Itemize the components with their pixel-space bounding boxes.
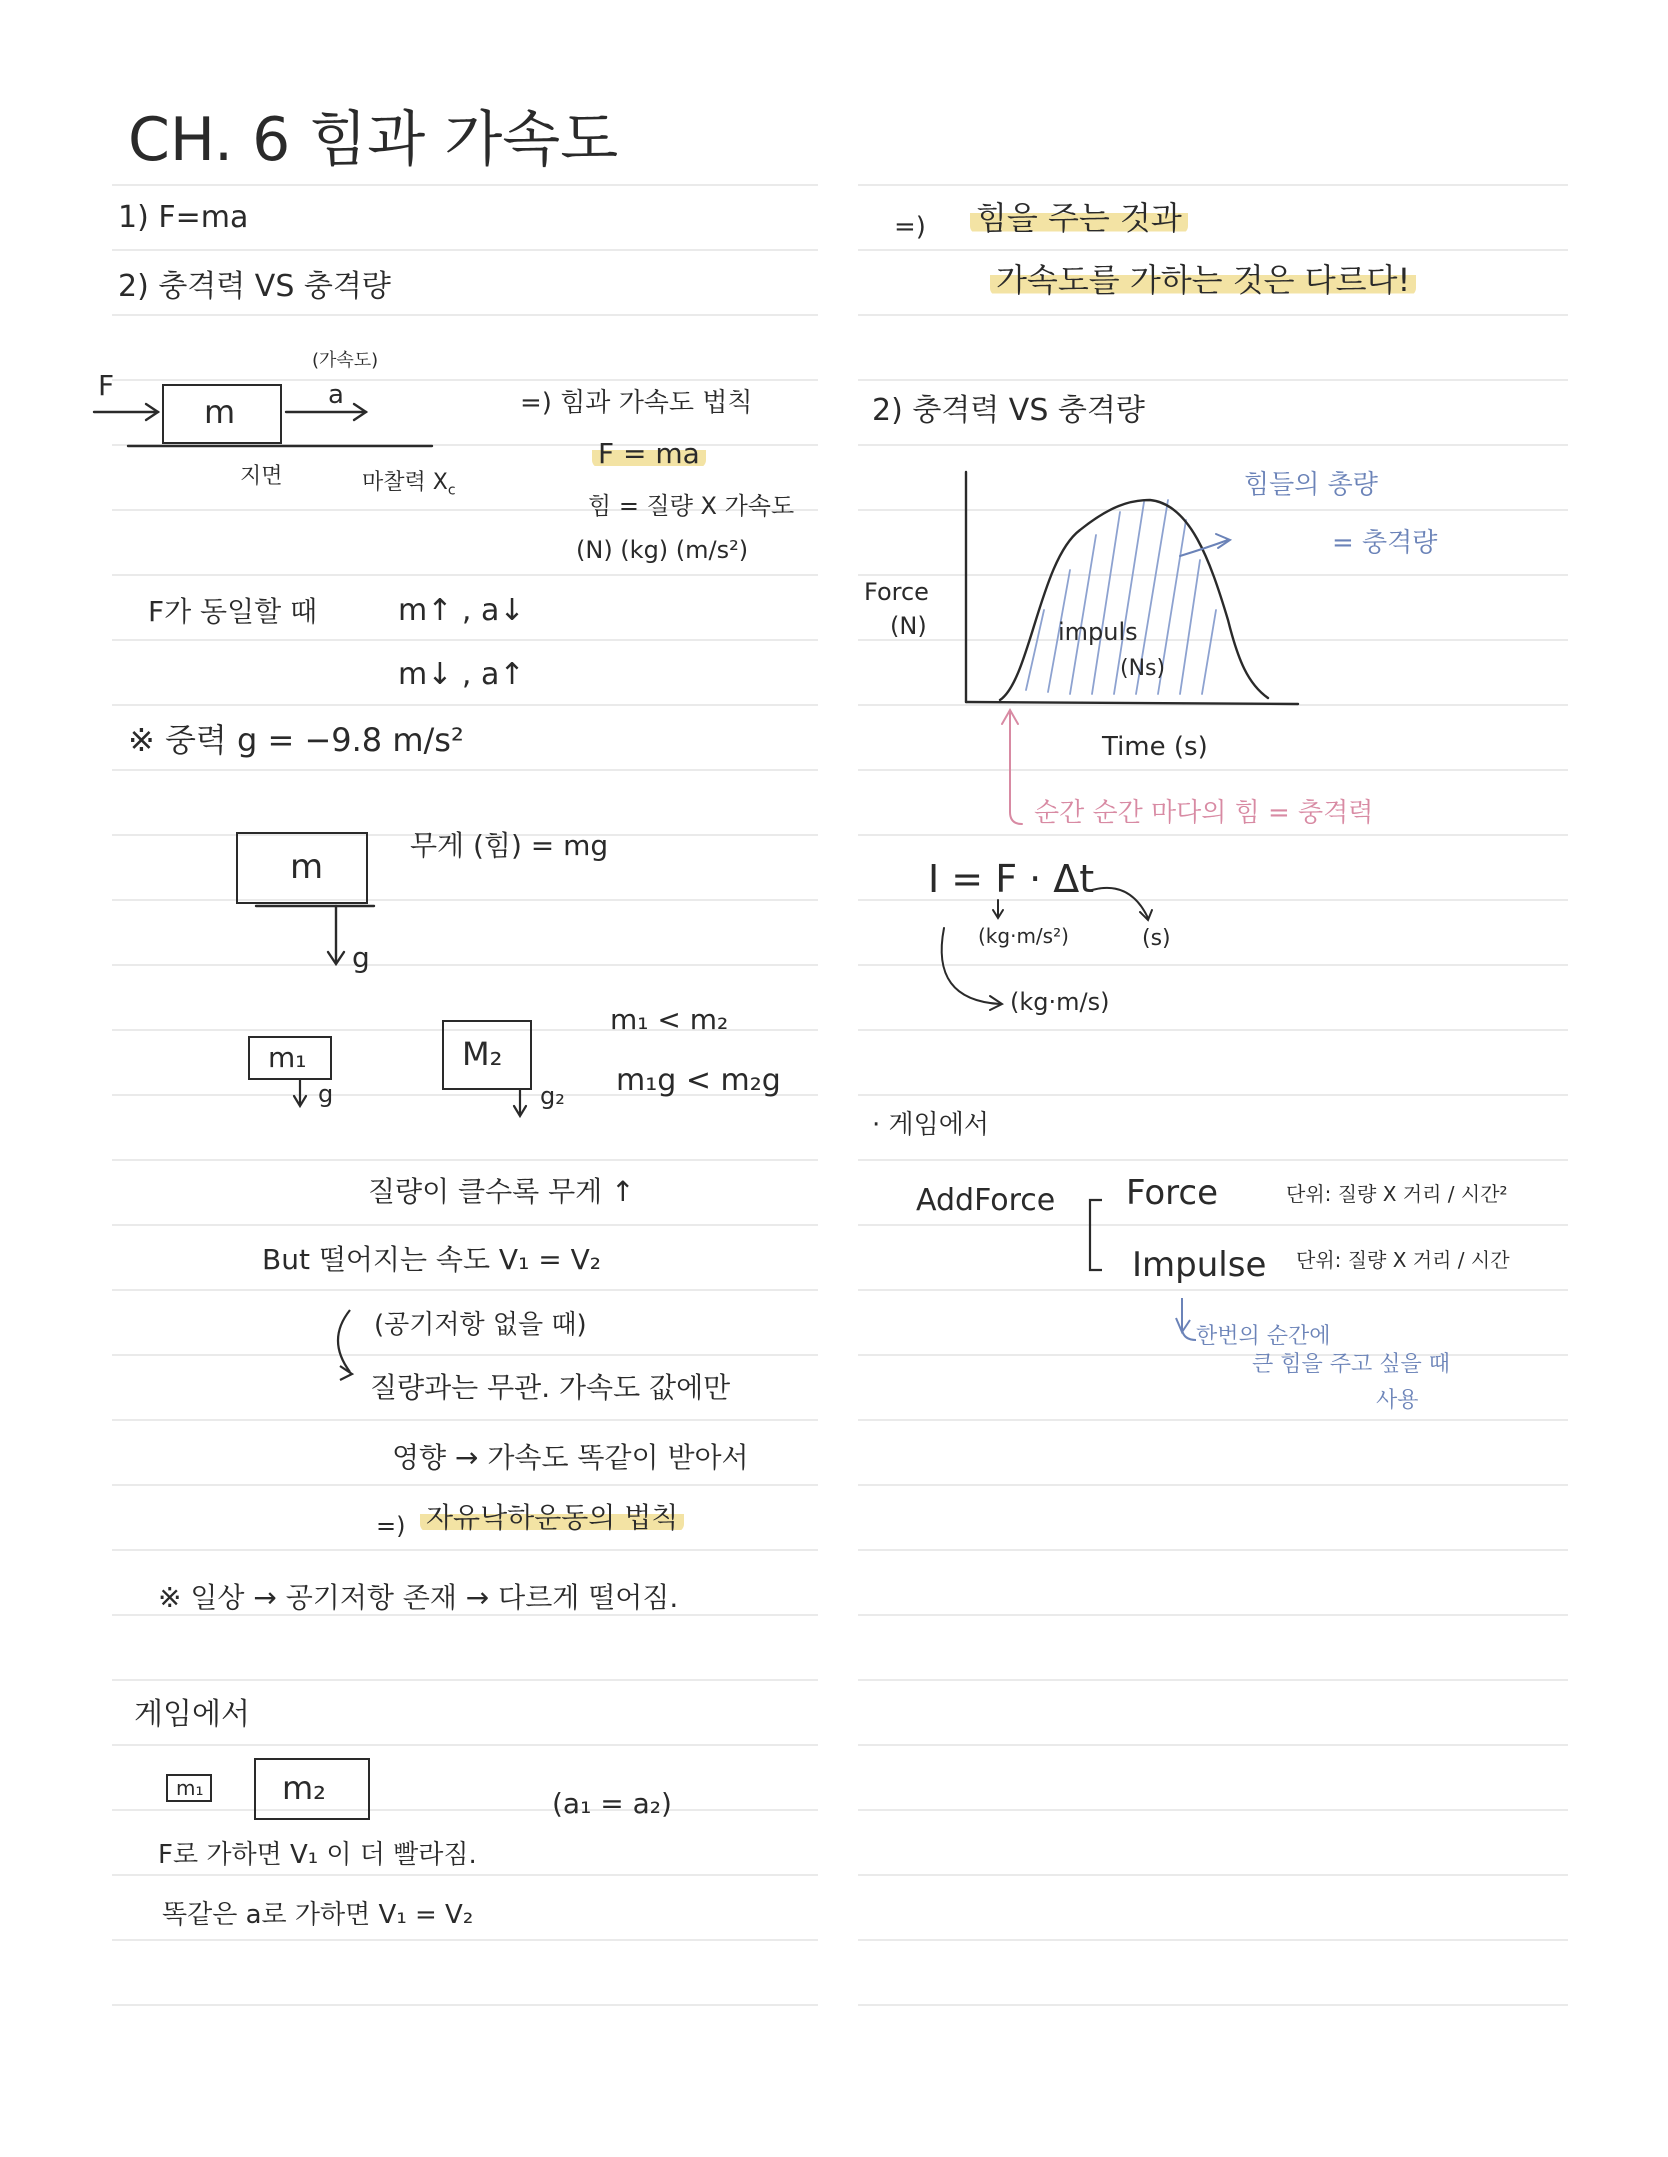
m1-g-label: g bbox=[318, 1080, 334, 1108]
impulse-unit-note: (kg·m/s) bbox=[1010, 988, 1110, 1016]
impulse-area-unit: (Ns) bbox=[1120, 656, 1166, 681]
note-prefix: =) bbox=[894, 212, 926, 242]
total-force-eq: = 충격량 bbox=[1332, 528, 1438, 558]
m2-label: M₂ bbox=[462, 1035, 503, 1073]
force-mode-label: Force bbox=[1126, 1173, 1218, 1213]
game-m1-label: m₁ bbox=[176, 1776, 204, 1800]
force-unit-note: (kg·m/s²) bbox=[978, 924, 1069, 948]
heavier-note: 질량이 클수록 무게 ↑ bbox=[368, 1175, 635, 1208]
mass-comparison: m₁ < m₂ bbox=[610, 1003, 729, 1036]
note-line-1: 힘을 주는 것과 bbox=[970, 202, 1188, 234]
ground-label: 지면 bbox=[240, 464, 283, 489]
f-same-label: F가 동일할 때 bbox=[148, 595, 318, 628]
time-unit-note: (s) bbox=[1142, 926, 1171, 951]
weight-comparison: m₁g < m₂g bbox=[616, 1063, 781, 1098]
weight-mass-label: m bbox=[290, 847, 324, 887]
mass-label: m bbox=[204, 393, 236, 431]
left-game-heading: 게임에서 bbox=[134, 1697, 250, 1732]
section-impact-heading: 2) 충격력 VS 충격량 bbox=[118, 269, 391, 304]
graph-x-label: Time (s) bbox=[1102, 732, 1208, 762]
impulse-mode-unit: 단위: 질량 X 거리 / 시간 bbox=[1296, 1248, 1510, 1272]
accel-note: (가속도) bbox=[312, 350, 379, 371]
game-m2-label: m₂ bbox=[282, 1769, 326, 1807]
section-fma-heading: 1) F=ma bbox=[118, 200, 249, 235]
instant-force-label: 순간 순간 마다의 힘 = 충격력 bbox=[1034, 798, 1374, 828]
weight-formula: 무게 (힘) = mg bbox=[410, 829, 609, 862]
affect-note: 영향 → 가속도 똑같이 받아서 bbox=[392, 1441, 749, 1474]
f-same-case-b: m↓ , a↑ bbox=[398, 657, 525, 692]
force-label: F bbox=[98, 369, 115, 402]
right-impact-heading: 2) 충격력 VS 충격량 bbox=[872, 393, 1145, 428]
game-same-accel-note: 똑같은 a로 가하면 V₁ = V₂ bbox=[162, 1900, 474, 1930]
weight-g-label: g bbox=[352, 941, 370, 974]
law-heading: =) 힘과 가속도 법칙 bbox=[520, 388, 753, 418]
m1-label: m₁ bbox=[268, 1041, 307, 1074]
impulse-formula: I = F · Δt bbox=[928, 857, 1095, 901]
impulse-area-label: impuls bbox=[1058, 618, 1138, 646]
graph-y-unit: (N) bbox=[890, 612, 927, 640]
page-title: CH. 6 힘과 가속도 bbox=[128, 105, 619, 175]
impulse-note-line-3: 사용 bbox=[1376, 1388, 1419, 1413]
impulse-mode-label: Impulse bbox=[1132, 1245, 1267, 1285]
but-speed-note: But 떨어지는 속도 V₁ = V₂ bbox=[262, 1243, 601, 1276]
right-game-heading: · 게임에서 bbox=[872, 1110, 989, 1140]
m2-g-label: g₂ bbox=[540, 1082, 565, 1110]
gravity-note: ※ 중력 g = −9.8 m/s² bbox=[128, 721, 464, 759]
impulse-note-line-1: 한번의 순간에 bbox=[1196, 1324, 1331, 1349]
impulse-note-line-2: 큰 힘을 주고 싶을 때 bbox=[1252, 1352, 1450, 1377]
graph-y-label: Force bbox=[864, 578, 929, 606]
friction-label: 마찰력 $X_c$ bbox=[362, 470, 456, 499]
game-force-note: F로 가하면 V₁ 이 더 빨라짐. bbox=[158, 1840, 477, 1870]
daily-note: ※ 일상 → 공기저항 존재 → 다르게 떨어짐. bbox=[158, 1581, 679, 1614]
game-accel-eq: (a₁ = a₂) bbox=[552, 1787, 672, 1820]
law-units: (N) (kg) (m/s²) bbox=[576, 536, 749, 564]
law-words: 힘 = 질량 X 가속도 bbox=[588, 492, 795, 520]
accel-label: a bbox=[328, 380, 344, 410]
freefall-law: 자유낙하운동의 법칙 bbox=[420, 1504, 684, 1532]
law-formula: F = ma bbox=[592, 440, 706, 468]
independent-note: 질량과는 무관. 가속도 값에만 bbox=[370, 1371, 731, 1404]
freefall-prefix: =) bbox=[376, 1512, 406, 1540]
addforce-label: AddForce bbox=[916, 1183, 1056, 1218]
no-air-note: (공기저항 없을 때) bbox=[374, 1310, 587, 1340]
note-line-2: 가속도를 가하는 것은 다르다! bbox=[990, 264, 1416, 296]
f-same-case-a: m↑ , a↓ bbox=[398, 593, 525, 628]
force-mode-unit: 단위: 질량 X 거리 / 시간² bbox=[1286, 1182, 1508, 1206]
total-force-label: 힘들의 총량 bbox=[1244, 470, 1378, 500]
